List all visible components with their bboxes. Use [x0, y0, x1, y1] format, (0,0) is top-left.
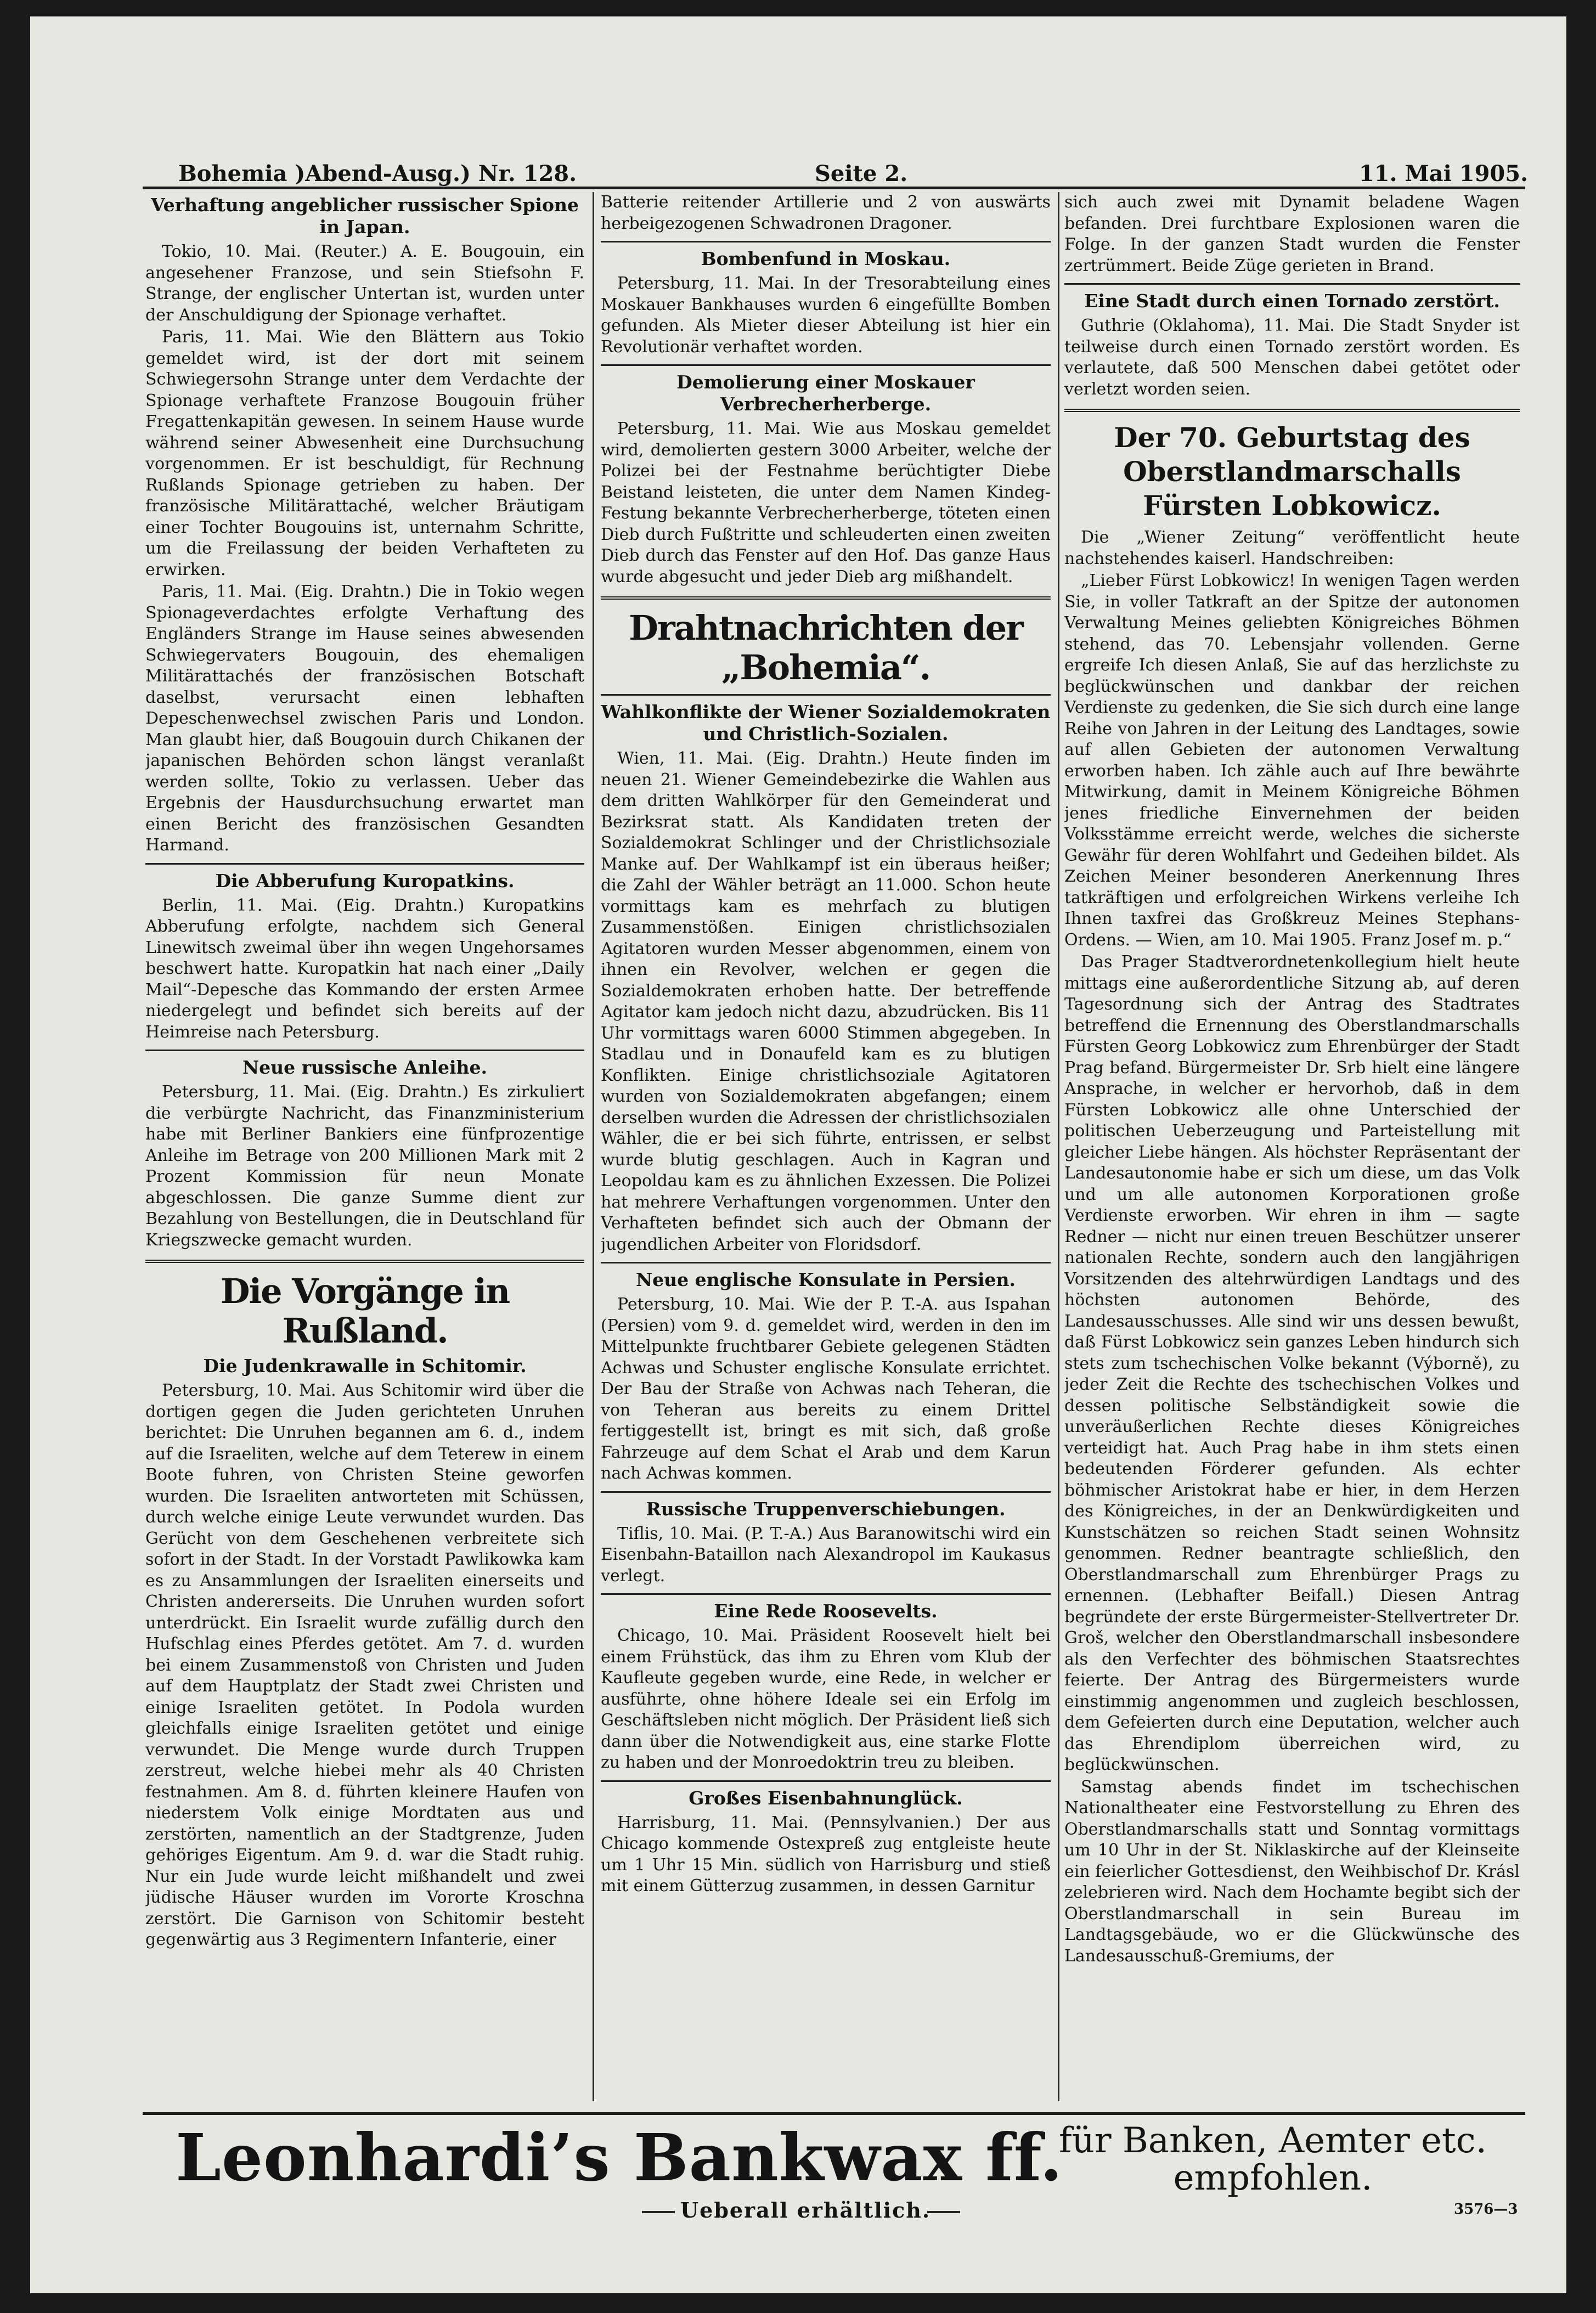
article-paragraph: Guthrie (Oklahoma), 11. Mai. Die Stadt Snyder ist teilweise durch einen Tornado zerstört worden. Es verlautete, daß 500 Menschen dabei getötet oder verletzt worden seien.: [1064, 316, 1520, 399]
article-paragraph: Harrisburg, 11. Mai. (Pennsylvanien.) Der aus Chicago kommende Ostexpreß zug entgleiste heute um 1 Uhr 15 Min. südlich von Harrisburg und stieß mit einem Gütterzug zusammen, in dessen Garnitur: [601, 1813, 1051, 1895]
print-code: 3576—3: [1454, 2201, 1518, 2218]
header-publication: Bohemia )Abend-Ausg.) Nr. 128.: [178, 161, 577, 187]
column-2: [601, 192, 1051, 2101]
article-headline: Neue englische Konsulate in Persien.: [635, 1269, 1016, 1290]
article-paragraph: Petersburg, 10. Mai. Wie der P. T.-A. aus Ispahan (Persien) vom 9. d. gemeldet wird, werden in den im Mittelpunkte fruchtbarer Gebiete gelegenen Städten Achwas und Schuster englische Konsulate errichtet. Der Bau der Straße von Achwas nach Teheran, die von Teheran aus bereits zu einem Drittel fertiggestellt ist, bringt es mit sich, daß große Fahrzeuge auf dem Schat el Arab und dem Karun nach Achwas kommen.: [601, 1295, 1051, 1483]
advertisement-rule: [143, 2112, 1525, 2115]
column-1: [145, 192, 584, 2101]
article-paragraph: Petersburg, 11. Mai. In der Tresorabteilung eines Moskauer Bankhauses wurden 6 eingefüllte Bomben gefunden. Als Mieter dieser Abteilung ist hier ein Revolutionär verhaftet worden.: [601, 274, 1051, 357]
article-paragraph: Die „Wiener Zeitung“ veröffentlicht heute nachstehendes kaiserl. Handschreiben:: [1064, 528, 1520, 568]
article-paragraph: Petersburg, 10. Mai. Aus Schitomir wird über die dortigen gegen die Juden gerichteten Unruhen berichtet: Die Unruhen begannen am 6. d., indem auf die Israeliten, welche auf dem Teterew in einem Boote fuhren, von Christen Steine geworfen wurden. Die Israeliten antworteten mit Schüssen, durch welche einige Leute verwundet wurden. Das Gerücht von dem Geschehenen verbreitete sich sofort in der Stadt. In der Vorstadt Pawlikowka kam es zu Ansammlungen der Israeliten einerseits und Christen andererseits. Die Unruhen wurden sofort unterdrückt. Ein Israelit wurde zufällig durch den Hufschlag eines Pferdes getötet. Am 7. d. wurden bei einem Zusammenstoß von Christen und Juden auf dem Hauptplatz der Stadt zwei Christen und einige Israeliten getötet. In Podola wurden gleichfalls einige Israeliten getötet und einige verwundet. Die Menge wurde durch Truppen zerstreut, welche hiebei mehr als 40 Christen festnahmen. Am 8. d. führten kleinere Haufen von niederstem Volk einige Mordtaten aus und zerstörten, namentlich an der Stadtgrenze, Juden gehöriges Eigentum. Am 9. d. war die Stadt ruhig. Nur ein Jude wurde leicht mißhandelt und zwei jüdische Häuser wurden im Vororte Kroschna zerstört. Die Garnison von Schitomir besteht gegenwärtig aus 3 Regimentern Infanterie, einer: [145, 1381, 584, 1949]
article-headline: Eine Stadt durch einen Tornado zerstört.: [1084, 290, 1500, 312]
advertisement-brand: Leonhardi’s Bankwax ff.: [176, 2119, 1063, 2196]
page-header: [178, 156, 1550, 198]
column-divider: [593, 192, 594, 2101]
advertisement-dash: [927, 2211, 960, 2213]
section-headline: Der 70. Geburtstag des Oberstlandmarschalls Fürsten Lobkowicz.: [1114, 421, 1470, 522]
advertisement-dash: [642, 2211, 675, 2213]
divider: [601, 694, 1051, 696]
article-headline: Die Abberufung Kuropatkins.: [215, 870, 515, 892]
divider: [601, 1491, 1051, 1493]
article-paragraph: Chicago, 10. Mai. Präsident Roosevelt hielt bei einem Frühstück, das ihm zu Ehren vom Klub der Kaufleute gegeben wurde, eine Rede, in welcher er ausführte, ohne höhere Ideale sei ein Erfolg im Geschäftsleben nicht möglich. Der Präsident ließ sich dann über die Notwendigkeit aus, eine starke Flotte zu haben und der Monroedoktrin treu zu bleiben.: [601, 1626, 1051, 1772]
advertisement-availability: Ueberall erhältlich.: [680, 2198, 931, 2222]
article-paragraph: Paris, 11. Mai. Wie den Blättern aus Tokio gemeldet wird, ist der dort mit seinem Schwiegersohn Strange unter dem Verdachte der Spionage verhaftete Franzose Bougouin früher Fregattenkapitän gewesen. In seinem Hause wurde während seiner Abwesenheit eine Durchsuchung vorgenommen. Er ist beschuldigt, für Rechnung Rußlands Spionage getrieben zu haben. Der französische Militärattaché, welcher Bräutigam einer Tochter Bougouins ist, unternahm Schritte, um die Freilassung der beiden Verhafteten zu erwirken.: [145, 328, 584, 579]
article-headline: Die Judenkrawalle in Schitomir.: [203, 1355, 527, 1376]
article-paragraph: sich auch zwei mit Dynamit beladene Wagen befanden. Drei furchtbare Explosionen waren die Folge. In der ganzen Stadt wurden die Fenster zertrümmert. Beide Züge gerieten in Brand.: [1064, 193, 1520, 275]
article-headline: Großes Eisenbahnunglück.: [689, 1787, 963, 1809]
article-paragraph: Petersburg, 11. Mai. (Eig. Drahtn.) Es zirkuliert die verbürgte Nachricht, das Finanzministerium habe mit Berliner Bankiers eine fünfprozentige Anleihe im Betrage von 200 Millionen Mark mit 2 Prozent Kommission für neun Monate abgeschlossen. Die ganze Summe dient zur Bezahlung von Bestellungen, die in Deutschland für Kriegszwecke gemacht wurden.: [145, 1082, 584, 1250]
article-headline: Verhaftung angeblicher russischer Spione in Japan.: [151, 194, 579, 238]
article-headline: Russische Truppenverschiebungen.: [646, 1498, 1006, 1520]
advertisement-tagline-line: für Banken, Aemter etc.: [1059, 2120, 1487, 2161]
column-divider: [1058, 192, 1059, 2101]
advertisement-tagline-line: empfohlen.: [1173, 2158, 1373, 2198]
divider: [145, 863, 584, 865]
article-headline: Demolierung einer Moskauer Verbrecherherberge.: [676, 371, 975, 415]
section-divider: [601, 596, 1051, 600]
article-paragraph: Das Prager Stadtverordnetenkollegium hielt heute mittags eine außerordentliche Sitzung ab, auf deren Tagesordnung sich der Antrag des Stadtrates betreffend die Ernennung des Oberstlandmarschalls Fürsten Georg Lobkowicz zum Ehrenbürger der Stadt Prag befand. Bürgermeister Dr. Srb hielt eine längere Ansprache, in welcher er hervorhob, daß in dem Fürsten Lobkowicz alle ohne Unterschied der politischen Ueberzeugung und Parteistellung mit gleicher Liebe hängen. Als höchster Repräsentant der Landesautonomie habe er sich um diese, um das Volk und um alle autonomen Korporationen große Verdienste erworben. Wir ehren in ihm — sagte Redner — nicht nur einen treuen Beschützer unserer nationalen Rechte, sondern auch den langjährigen Vorsitzenden des altehrwürdigen Landtags und des höchsten autonomen Behörde, des Landesausschusses. Alle sind wir uns dessen bewußt, daß Fürst Lobkowicz sein ganzes Leben hindurch sich stets zum tschechischen Volke bekannt (Výborně), zu jeder Zeit die Rechte des tschechischen Volkes und dessen politische Selbständigkeit sowie die unveräußerlichen Rechte dieses Königreiches verteidigt hat. Auch Prag habe in ihm stets einen bedeutenden Förderer gefunden. Als echter böhmischer Aristokrat habe er hier, in dem Herzen des Königreiches, in der an Denkwürdigkeiten und Kunstschätzen so reichen Stadt seinen Wohnsitz genommen. Redner beantragte schließlich, den Oberstlandmarschall zum Ehrenbürger Prags zu ernennen. (Lebhafter Beifall.) Diesen Antrag begründete der erste Bürgermeister-Stellvertreter Dr. Groš, welcher den Oberstlandmarschall insbesondere als den Verfechter des böhmischen Staatsrechtes feierte. Der Antrag des Bürgermeisters wurde einstimmig angenommen und zugleich beschlossen, dem Gefeierten durch eine Deputation, welcher auch das Ehrendiplom überreichen wird, zu beglückwünschen.: [1064, 952, 1520, 1774]
header-date: 11. Mai 1905.: [1358, 161, 1528, 187]
advertisement-tagline: [1048, 2122, 1498, 2197]
column-3: [1064, 192, 1520, 2101]
divider: [1064, 283, 1520, 285]
article-headline: Wahlkonflikte der Wiener Sozialdemokraten und Christlich-Sozialen.: [601, 701, 1051, 744]
divider: [601, 364, 1051, 366]
section-headline: Die Vorgänge in Rußland.: [220, 1271, 510, 1351]
divider: [601, 241, 1051, 242]
article-paragraph: „Lieber Fürst Lobkowicz! In wenigen Tagen werden Sie, in voller Tatkraft an der Spitze der autonomen Verwaltung Meines geliebten Königreiches Böhmen stehend, das 70. Lebensjahr vollenden. Gerne ergreife Ich diesen Anlaß, Sie auf das herzlichste zu beglückwünschen und dankbar der reichen Verdienste zu gedenken, die Sie sich durch eine lange Reihe von Jahren in der Leitung des Landtages, sowie auf allen Gebieten der autonomen Verwaltung erworben haben. Ich zähle auch auf Ihre bewährte Mitwirkung, damit in Meinem Königreiche Böhmen jenes friedliche Einvernehmen der beiden Volksstämme erreicht werde, welches die sicherste Gewähr für deren Wohlfahrt und Gedeihen bildet. Als Zeichen Meiner besonderen Anerkennung Ihres tatkräftigen und erfolgreichen Wirkens verleihe Ich Ihnen taxfrei das Großkreuz Meines Stephans-Ordens. — Wien, am 10. Mai 1905. Franz Josef m. p.“: [1064, 571, 1520, 950]
article-paragraph: Tiflis, 10. Mai. (P. T.-A.) Aus Baranowitschi wird ein Eisenbahn-Bataillon nach Alexandropol im Kaukasus verlegt.: [601, 1524, 1051, 1586]
section-headline: Drahtnachrichten der „Bohemia“.: [629, 608, 1023, 687]
article-paragraph: Berlin, 11. Mai. (Eig. Drahtn.) Kuropatkins Abberufung erfolgte, nachdem sich General Linewitsch zweimal über ihn wegen Ungehorsames beschwert hatte. Kuropatkin hat nach einer „Daily Mail“-Depesche das Kommando der ersten Armee niedergelegt und befindet sich bereits auf der Heimreise nach Petersburg.: [145, 895, 584, 1042]
article-paragraph: Wien, 11. Mai. (Eig. Drahtn.) Heute finden im neuen 21. Wiener Gemeindebezirke die Wahlen aus dem dritten Wahlkörper für den Gemeinderat und Bezirksrat statt. Als Kandidaten treten der Sozialdemokrat Schlinger und der Christlichsoziale Manke auf. Der Wahlkampf ist ein überaus heißer; die Zahl der Wähler beträgt an 11.000. Schon heute vormittags kam es mehrfach zu blutigen Zusammenstößen. Einigen christlichsozialen Agitatoren wurden Messer abgenommen, einem von ihnen ein Revolver, welchen er gegen die Sozialdemokraten erhoben hatte. Der betreffende Agitator kam jedoch nicht dazu, abzudrücken. Bis 11 Uhr vormittags waren 6000 Stimmen abgegeben. In Stadlau und in Donaufeld kam es zu blutigen Konflikten. Einige christlichsoziale Agitatoren wurden von Sozialdemokraten abgefangen; einem derselben wurden die Adressen der christlichsozialen Wähler, die er bei sich führte, entrissen, er selbst wurde blutig geschlagen. Auch in Kagran und Leopoldau kam es zu ähnlichen Exzessen. Die Polizei hat mehrere Verhaftungen vorgenommen. Unter den Verhafteten befindet sich auch der Obmann der jugendlichen Arbeiter von Floridsdorf.: [601, 749, 1051, 1254]
section-divider: [145, 1260, 584, 1263]
article-paragraph: Tokio, 10. Mai. (Reuter.) A. E. Bougouin, ein angesehener Franzose, und sein Stiefsohn F. Strange, der englischer Untertan ist, wurden unter der Anschuldigung der Spionage verhaftet.: [145, 242, 584, 325]
article-paragraph: Petersburg, 11. Mai. Wie aus Moskau gemeldet wird, demolierten gestern 3000 Arbeiter, welche der Polizei bei der Festnahme berüchtigter Diebe Beistand leisteten, die unter dem Namen Kindeg-Festung bekannte Verbrecherherberge, töteten einen Dieb durch Fußtritte und schleuderten einen zweiten Dieb durch das Fenster auf den Hof. Das ganze Haus wurde abgesucht und jeder Dieb arg mißhandelt.: [601, 419, 1051, 586]
article-paragraph: Paris, 11. Mai. (Eig. Drahtn.) Die in Tokio wegen Spionageverdachtes erfolgte Verhaftung des Engländers Strange im Hause seines abwesenden Schwiegervaters Bougouin, des ehemaligen Militärattachés der französischen Botschaft daselbst, verursacht einen lebhaften Depeschenwechsel zwischen Paris und London. Man glaubt hier, daß Bougouin durch Chikanen der japanischen Behörden schon längst veranlaßt werden sollte, Tokio zu verlassen. Ueber das Ergebnis der Hausdurchsuchung erwartet man einen Bericht des französischen Gesandten Harmand.: [145, 582, 584, 855]
section-divider: [1064, 409, 1520, 412]
header-rule: [143, 187, 1525, 189]
article-headline: Bombenfund in Moskau.: [701, 248, 951, 269]
article-paragraph: Batterie reitender Artillerie und 2 von auswärts herbeigezogenen Schwadronen Dragoner.: [601, 193, 1051, 233]
divider: [601, 1780, 1051, 1782]
header-page-number: Seite 2.: [815, 161, 908, 187]
divider: [601, 1262, 1051, 1263]
divider: [145, 1050, 584, 1051]
article-headline: Eine Rede Roosevelts.: [714, 1600, 938, 1622]
article-headline: Neue russische Anleihe.: [242, 1057, 487, 1078]
divider: [601, 1593, 1051, 1595]
article-paragraph: Samstag abends findet im tschechischen Nationaltheater eine Festvorstellung zu Ehren des Oberstlandmarschalls statt und Sonntag vormittags um 10 Uhr in der St. Niklaskirche auf der Kleinseite ein feierlicher Gottesdienst, den Weihbischof Dr. Krásl zelebrieren wird. Nach dem Hochamte begibt sich der Oberstlandmarschall in sein Bureau im Landtagsgebäude, wo er die Glückwünsche des Landesausschuß-Gremiums, der: [1064, 1777, 1520, 1966]
